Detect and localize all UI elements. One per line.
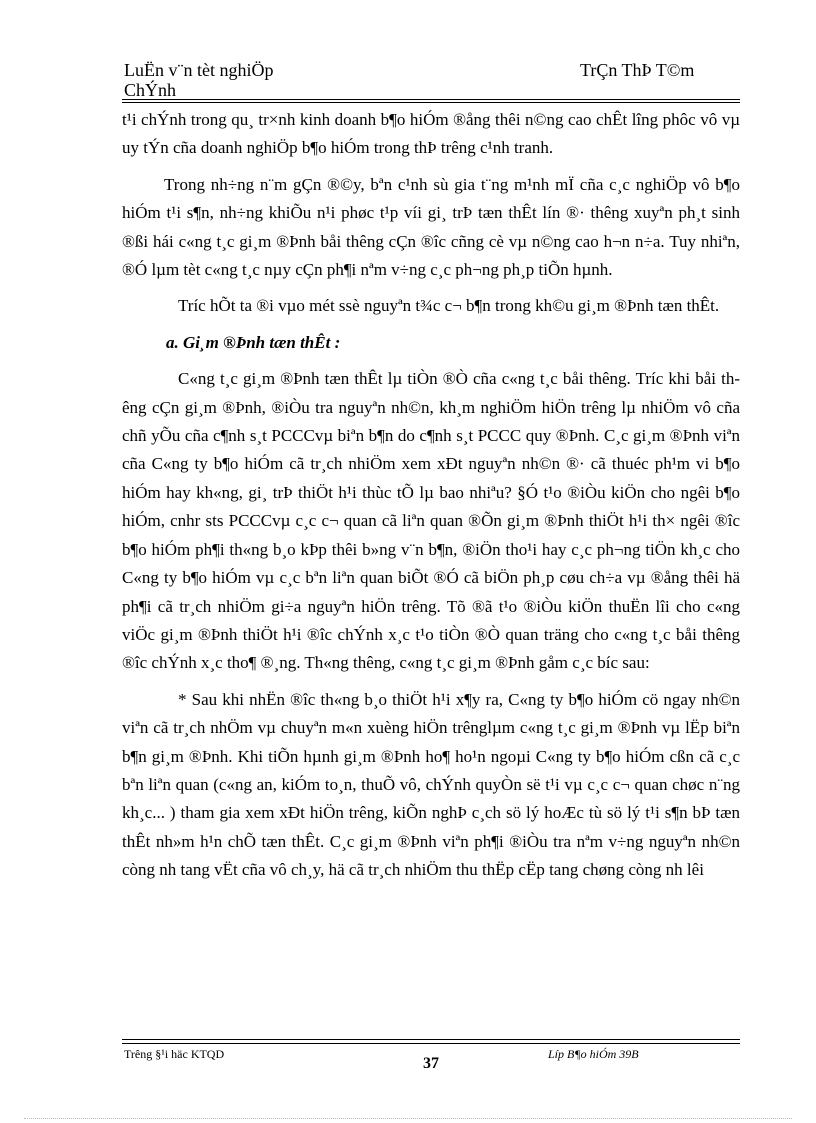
section-heading: a. Gi¸m ®Þnh tæn thÊt : — [166, 332, 341, 352]
footer-rule — [122, 1039, 740, 1040]
header-left — [124, 60, 273, 100]
header-thesis-title: LuËn v¨n tèt nghiÖp — [124, 60, 274, 80]
footer-rule-double — [122, 1043, 740, 1044]
header-thesis-subtitle: ChÝnh — [124, 80, 177, 100]
paragraph-intro: Trong nh÷ng n¨m gÇn ®©y, bªn c¹nh sù gia t¨ng m¹nh mÏ cña c¸c nghiÖp vô b¶o hiÓm t¹i s¶n, nh÷ng khiÕu n¹i phøc t¹p víi gi¸ trÞ tæn thÊt lín ®· thêng xuyªn ph¸t sinh ®ßi hái c«ng t¸c gi¸m ®Þnh båi thêng cÇn ®îc cñng cè vµ n©ng cao h¬n n÷a. Tuy nhiªn, ®Ó lµm tèt c«ng t¸c nµy cÇn ph¶i nªm v÷ng c¸c ph¬ng ph¸p tiÕn hµnh. — [122, 174, 740, 280]
header-rule — [122, 99, 740, 100]
header-author: TrÇn ThÞ T©m — [580, 60, 695, 80]
paragraph-steps: * Sau khi nhËn ®îc th«ng b¸o thiÖt h¹i x¶y ra, C«ng ty b¶o hiÓm cö ngay nh©n viªn cã tr¸ch nhÖm vµ chuyªn m«n xuèng hiÖn trênglµm c«ng t¸c gi¸m ®Þnh vµ lËp biªn b¶n gi¸m ®Þnh. Khi tiÕn hµnh gi¸m ®Þnh ho¶ ho¹n ngoµi C«ng ty b¶o hiÓm cßn cã c¸c bªn liªn quan (c«ng an, kiÓm to¸n, thuÕ vô, chÝnh quyÒn së t¹i vµ c¸c c¬ quan chøc n¨ng kh¸c... ) tham gia xem xÐt hiÖn trêng, kiÕn nghÞ c¸ch sö lý hoÆc tù sö lý t¹i s¶n bÞ tæn thÊt nh»m h¹n chÕ tæn thÊt. C¸c gi¸m ®Þnh viªn ph¶i ®iÒu tra nªm v÷ng nguyªn nh©n còng nh tang vËt cña vô ch¸y, hä cã tr¸ch nhiÖm thu thËp cËp tang chøng còng nh lêi — [122, 689, 740, 880]
body-text — [122, 106, 740, 885]
header-rule-double — [122, 102, 740, 103]
paragraph-principles: Tríc hÕt ta ®i vµo mét ssè nguyªn t¾c c¬ b¶n trong kh©u gi¸m ®Þnh tæn thÊt. — [178, 296, 720, 316]
paragraph-assessment: C«ng t¸c gi¸m ®Þnh tæn thÊt lµ tiÒn ®Ò cña c«ng t¸c båi thêng. Tríc khi båi thêng cÇn gi¸m ®Þnh, ®iÒu tra nguyªn nh©n, kh¸m nghiÖm hiÖn trêng lµ nhiÖm vô cña chñ yÕu cña c¶nh s¸t PCCCvµ biªn b¶n do c¶nh s¸t PCCC quy ®Þnh. C¸c gi¸m ®Þnh viªn cña C«ng ty b¶o hiÓm cã tr¸ch nhiÖm xem xÐt nguyªn nh©n ®· cã thuéc ph¹m vi b¶o hiÓm hay kh«ng, gi¸ trÞ thiÖt h¹i thùc tÕ lµ bao nhiªu? §Ó t¹o ®iÒu kiÖn cho ngêi b¶o hiÓm, cnhr sts PCCCvµ c¸c c¬ quan cã liªn quan ®Õn gi¸m ®Þnh thiÖt h¹i th× ngêi ®îc b¶o hiÓm ph¶i th«ng b¸o kÞp thêi b»ng v¨n b¶n, ®iÖn tho¹i hay c¸c ph¬ng tiÖn kh¸c cho C«ng ty b¶o hiÓm vµ c¸c bªn liªn quan biÕt ®Ó cã biÖn ph¸p cøu ch÷a vµ ®ång thêi hä ph¶i cã tr¸ch nhiÖm gi÷a nguyªn hiÖn trêng. Tõ ®ã t¹o ®iÒu kiÖn thuËn lîi cho c«ng viÖc gi¸m ®Þnh thiÖt h¹i ®îc chÝnh x¸c t¹o tiÒn ®Ò quan träng cho c«ng t¸c båi thêng ®îc chÝnh x¸c tho¶ ®¸ng. Th«ng thêng, c«ng t¸c gi¸m ®Þnh gåm c¸c bíc sau: — [122, 369, 740, 673]
page-number: 37 — [423, 1055, 439, 1072]
page-edge-divider — [24, 1118, 792, 1119]
footer-university: Trêng §¹i häc KTQD — [124, 1047, 225, 1061]
paragraph-continuation: t¹i chÝnh trong qu¸ tr×nh kinh doanh b¶o hiÓm ®ång thêi n©ng cao chÊt lîng phôc vô vµ uy tÝn cña doanh nghiÖp b¶o hiÓm trong thÞ trêng c¹nh tranh. — [122, 110, 740, 158]
footer-class: Líp B¶o hiÓm 39B — [548, 1047, 639, 1061]
